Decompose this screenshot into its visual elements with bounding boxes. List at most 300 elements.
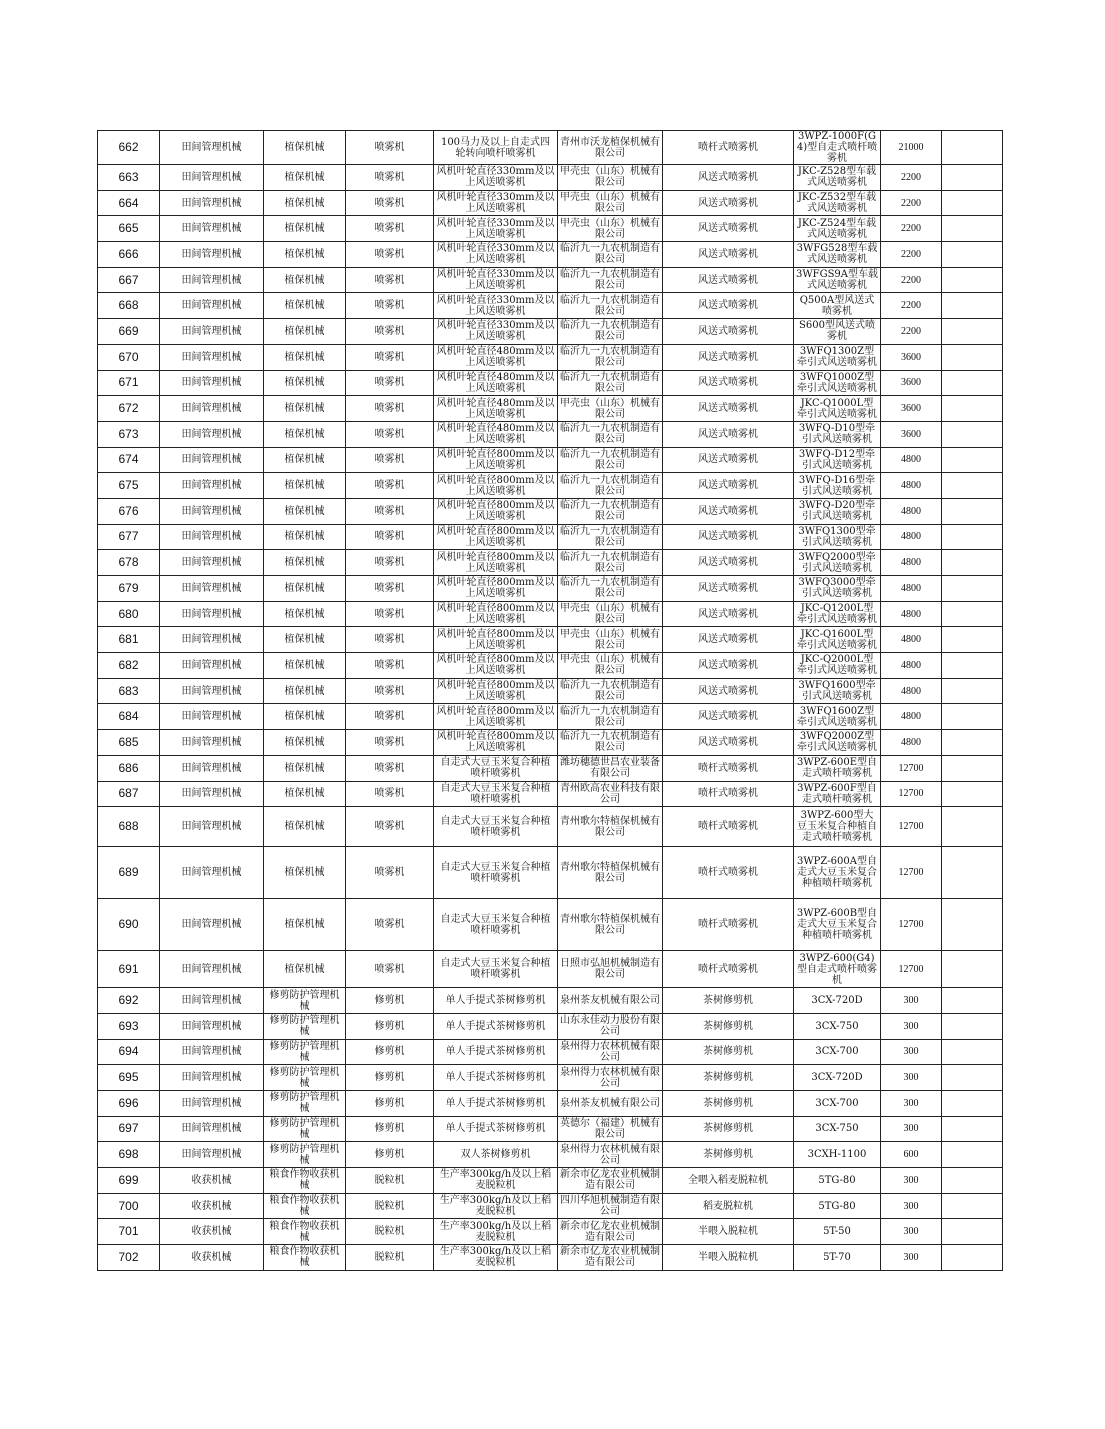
product-type-cell: 喷杆式喷雾机 (663, 807, 794, 847)
table-row (98, 267, 1003, 293)
subsidy-amount-cell: 4800 (881, 704, 942, 730)
category-cell: 田间管理机械 (160, 988, 264, 1014)
note-cell (942, 131, 1003, 165)
item-cell: 喷雾机 (346, 524, 434, 550)
table-row (98, 447, 1003, 473)
manufacturer-cell: 甲壳虫（山东）机械有限公司 (558, 190, 663, 216)
product-type-cell: 茶树修剪机 (663, 1013, 794, 1039)
product-type-cell: 风送式喷雾机 (663, 190, 794, 216)
subsidy-table (97, 130, 1003, 1271)
item-cell: 喷雾机 (346, 293, 434, 319)
spec-cell: 自走式大豆玉米复合种植喷杆喷雾机 (434, 807, 558, 847)
table-row (98, 1219, 1003, 1245)
item-cell: 喷雾机 (346, 165, 434, 191)
subcategory-cell: 植保机械 (264, 190, 346, 216)
table-row (98, 293, 1003, 319)
row-number-cell: 668 (98, 293, 160, 319)
note-cell (942, 1193, 1003, 1219)
table-row (98, 755, 1003, 781)
item-cell: 喷雾机 (346, 267, 434, 293)
category-cell: 田间管理机械 (160, 447, 264, 473)
row-number-cell: 683 (98, 678, 160, 704)
subcategory-cell: 植保机械 (264, 627, 346, 653)
category-cell: 田间管理机械 (160, 1013, 264, 1039)
model-cell: 3WFGS9A型车载式风送喷雾机 (794, 267, 881, 293)
subsidy-amount-cell: 300 (881, 988, 942, 1014)
manufacturer-cell: 潍坊穗德世昌农业装备有限公司 (558, 755, 663, 781)
table-row (98, 781, 1003, 807)
spec-cell: 风机叶轮直径330mm及以上风送喷雾机 (434, 242, 558, 268)
manufacturer-cell: 甲壳虫（山东）机械有限公司 (558, 165, 663, 191)
manufacturer-cell: 甲壳虫（山东）机械有限公司 (558, 601, 663, 627)
model-cell: 3WPZ-600E型自走式喷杆喷雾机 (794, 755, 881, 781)
item-cell: 喷雾机 (346, 951, 434, 988)
subsidy-amount-cell: 300 (881, 1039, 942, 1065)
category-cell: 田间管理机械 (160, 190, 264, 216)
item-cell: 喷雾机 (346, 730, 434, 756)
product-type-cell: 风送式喷雾机 (663, 370, 794, 396)
subcategory-cell: 植保机械 (264, 576, 346, 602)
spec-cell: 风机叶轮直径800mm及以上风送喷雾机 (434, 498, 558, 524)
row-number-cell: 699 (98, 1168, 160, 1194)
subsidy-amount-cell: 300 (881, 1090, 942, 1116)
product-type-cell: 喷杆式喷雾机 (663, 131, 794, 165)
subcategory-cell: 植保机械 (264, 730, 346, 756)
manufacturer-cell: 临沂九一九农机制造有限公司 (558, 319, 663, 345)
row-number-cell: 691 (98, 951, 160, 988)
subcategory-cell: 植保机械 (264, 370, 346, 396)
table-row (98, 396, 1003, 422)
subsidy-amount-cell: 4800 (881, 678, 942, 704)
category-cell: 田间管理机械 (160, 653, 264, 679)
spec-cell: 风机叶轮直径800mm及以上风送喷雾机 (434, 678, 558, 704)
table-row (98, 524, 1003, 550)
manufacturer-cell: 泉州得力农林机械有限公司 (558, 1065, 663, 1091)
row-number-cell: 670 (98, 344, 160, 370)
category-cell: 田间管理机械 (160, 293, 264, 319)
spec-cell: 风机叶轮直径330mm及以上风送喷雾机 (434, 293, 558, 319)
manufacturer-cell: 临沂九一九农机制造有限公司 (558, 473, 663, 499)
category-cell: 田间管理机械 (160, 576, 264, 602)
manufacturer-cell: 四川华旭机械制造有限公司 (558, 1193, 663, 1219)
model-cell: Q500A型风送式喷雾机 (794, 293, 881, 319)
row-number-cell: 690 (98, 899, 160, 951)
item-cell: 脱粒机 (346, 1219, 434, 1245)
manufacturer-cell: 新余市亿龙农业机械制造有限公司 (558, 1168, 663, 1194)
product-type-cell: 喷杆式喷雾机 (663, 951, 794, 988)
note-cell (942, 396, 1003, 422)
model-cell: 5TG-80 (794, 1193, 881, 1219)
manufacturer-cell: 临沂九一九农机制造有限公司 (558, 704, 663, 730)
table-row (98, 1245, 1003, 1271)
subsidy-amount-cell: 2200 (881, 165, 942, 191)
subcategory-cell: 修剪防护管理机械 (264, 988, 346, 1014)
subsidy-amount-cell: 2200 (881, 190, 942, 216)
table-row (98, 704, 1003, 730)
item-cell: 喷雾机 (346, 370, 434, 396)
category-cell: 田间管理机械 (160, 601, 264, 627)
table-row (98, 576, 1003, 602)
product-type-cell: 喷杆式喷雾机 (663, 847, 794, 899)
note-cell (942, 807, 1003, 847)
subsidy-amount-cell: 2200 (881, 319, 942, 345)
subcategory-cell: 植保机械 (264, 524, 346, 550)
spec-cell: 风机叶轮直径330mm及以上风送喷雾机 (434, 216, 558, 242)
note-cell (942, 678, 1003, 704)
model-cell: 3WFQ2000型牵引式风送喷雾机 (794, 550, 881, 576)
subsidy-amount-cell: 4800 (881, 498, 942, 524)
subsidy-amount-cell: 3600 (881, 421, 942, 447)
item-cell: 喷雾机 (346, 498, 434, 524)
item-cell: 修剪机 (346, 1039, 434, 1065)
manufacturer-cell: 甲壳虫（山东）机械有限公司 (558, 216, 663, 242)
table-row (98, 370, 1003, 396)
subcategory-cell: 植保机械 (264, 601, 346, 627)
model-cell: 3WFQ-D16型牵引式风送喷雾机 (794, 473, 881, 499)
row-number-cell: 662 (98, 131, 160, 165)
spec-cell: 100马力及以上自走式四轮转向喷杆喷雾机 (434, 131, 558, 165)
category-cell: 田间管理机械 (160, 1090, 264, 1116)
manufacturer-cell: 新余市亿龙农业机械制造有限公司 (558, 1245, 663, 1271)
spec-cell: 风机叶轮直径800mm及以上风送喷雾机 (434, 473, 558, 499)
model-cell: 5T-70 (794, 1245, 881, 1271)
subsidy-amount-cell: 2200 (881, 216, 942, 242)
item-cell: 喷雾机 (346, 131, 434, 165)
subsidy-amount-cell: 300 (881, 1219, 942, 1245)
category-cell: 田间管理机械 (160, 627, 264, 653)
row-number-cell: 681 (98, 627, 160, 653)
spec-cell: 风机叶轮直径800mm及以上风送喷雾机 (434, 653, 558, 679)
category-cell: 田间管理机械 (160, 131, 264, 165)
note-cell (942, 1039, 1003, 1065)
item-cell: 脱粒机 (346, 1168, 434, 1194)
category-cell: 收获机械 (160, 1168, 264, 1194)
manufacturer-cell: 青州市沃龙植保机械有限公司 (558, 131, 663, 165)
item-cell: 喷雾机 (346, 190, 434, 216)
note-cell (942, 1090, 1003, 1116)
product-type-cell: 风送式喷雾机 (663, 678, 794, 704)
note-cell (942, 755, 1003, 781)
manufacturer-cell: 临沂九一九农机制造有限公司 (558, 576, 663, 602)
item-cell: 喷雾机 (346, 216, 434, 242)
item-cell: 喷雾机 (346, 396, 434, 422)
row-number-cell: 679 (98, 576, 160, 602)
row-number-cell: 678 (98, 550, 160, 576)
note-cell (942, 190, 1003, 216)
item-cell: 喷雾机 (346, 576, 434, 602)
subcategory-cell: 植保机械 (264, 550, 346, 576)
note-cell (942, 370, 1003, 396)
spec-cell: 风机叶轮直径480mm及以上风送喷雾机 (434, 421, 558, 447)
category-cell: 田间管理机械 (160, 1039, 264, 1065)
row-number-cell: 696 (98, 1090, 160, 1116)
spec-cell: 风机叶轮直径800mm及以上风送喷雾机 (434, 447, 558, 473)
spec-cell: 单人手提式茶树修剪机 (434, 1090, 558, 1116)
spec-cell: 单人手提式茶树修剪机 (434, 1013, 558, 1039)
manufacturer-cell: 泉州茶友机械有限公司 (558, 1090, 663, 1116)
product-type-cell: 全喂入稻麦脱粒机 (663, 1168, 794, 1194)
item-cell: 修剪机 (346, 1142, 434, 1168)
item-cell: 喷雾机 (346, 653, 434, 679)
note-cell (942, 899, 1003, 951)
subsidy-amount-cell: 3600 (881, 344, 942, 370)
product-type-cell: 茶树修剪机 (663, 988, 794, 1014)
model-cell: 3WFQ-D10型牵引式风送喷雾机 (794, 421, 881, 447)
note-cell (942, 576, 1003, 602)
subcategory-cell: 植保机械 (264, 951, 346, 988)
note-cell (942, 730, 1003, 756)
spec-cell: 生产率300kg/h及以上稻麦脱粒机 (434, 1219, 558, 1245)
subsidy-amount-cell: 300 (881, 1013, 942, 1039)
product-type-cell: 风送式喷雾机 (663, 216, 794, 242)
model-cell: 3CX-750 (794, 1013, 881, 1039)
subsidy-amount-cell: 4800 (881, 473, 942, 499)
spec-cell: 风机叶轮直径480mm及以上风送喷雾机 (434, 344, 558, 370)
spec-cell: 双人茶树修剪机 (434, 1142, 558, 1168)
spec-cell: 风机叶轮直径800mm及以上风送喷雾机 (434, 627, 558, 653)
model-cell: 3CX-720D (794, 1065, 881, 1091)
model-cell: 3WFQ1000Z型牵引式风送喷雾机 (794, 370, 881, 396)
table-row (98, 730, 1003, 756)
note-cell (942, 704, 1003, 730)
subcategory-cell: 植保机械 (264, 421, 346, 447)
model-cell: 3WFQ1600Z型牵引式风送喷雾机 (794, 704, 881, 730)
item-cell: 喷雾机 (346, 550, 434, 576)
category-cell: 田间管理机械 (160, 267, 264, 293)
note-cell (942, 847, 1003, 899)
row-number-cell: 669 (98, 319, 160, 345)
subcategory-cell: 修剪防护管理机械 (264, 1142, 346, 1168)
spec-cell: 生产率300kg/h及以上稻麦脱粒机 (434, 1168, 558, 1194)
spec-cell: 自走式大豆玉米复合种植喷杆喷雾机 (434, 781, 558, 807)
model-cell: 3WFQ1300Z型牵引式风送喷雾机 (794, 344, 881, 370)
spec-cell: 风机叶轮直径330mm及以上风送喷雾机 (434, 267, 558, 293)
subsidy-amount-cell: 4800 (881, 550, 942, 576)
note-cell (942, 653, 1003, 679)
spec-cell: 风机叶轮直径480mm及以上风送喷雾机 (434, 370, 558, 396)
note-cell (942, 344, 1003, 370)
category-cell: 田间管理机械 (160, 730, 264, 756)
note-cell (942, 1142, 1003, 1168)
category-cell: 田间管理机械 (160, 704, 264, 730)
category-cell: 田间管理机械 (160, 1065, 264, 1091)
subsidy-amount-cell: 2200 (881, 267, 942, 293)
product-type-cell: 茶树修剪机 (663, 1142, 794, 1168)
model-cell: S600型风送式喷雾机 (794, 319, 881, 345)
manufacturer-cell: 山东永佳动力股份有限公司 (558, 1013, 663, 1039)
subsidy-amount-cell: 4800 (881, 601, 942, 627)
category-cell: 田间管理机械 (160, 421, 264, 447)
model-cell: 3WPZ-600(G4)型自走式喷杆喷雾机 (794, 951, 881, 988)
item-cell: 喷雾机 (346, 319, 434, 345)
table-row (98, 1142, 1003, 1168)
category-cell: 田间管理机械 (160, 951, 264, 988)
product-type-cell: 喷杆式喷雾机 (663, 781, 794, 807)
subsidy-amount-cell: 4800 (881, 447, 942, 473)
item-cell: 修剪机 (346, 1116, 434, 1142)
subcategory-cell: 植保机械 (264, 319, 346, 345)
subcategory-cell: 植保机械 (264, 755, 346, 781)
model-cell: 3WFQ1300型牵引式风送喷雾机 (794, 524, 881, 550)
category-cell: 田间管理机械 (160, 755, 264, 781)
item-cell: 喷雾机 (346, 847, 434, 899)
spec-cell: 自走式大豆玉米复合种植喷杆喷雾机 (434, 899, 558, 951)
category-cell: 田间管理机械 (160, 899, 264, 951)
note-cell (942, 601, 1003, 627)
model-cell: 5TG-80 (794, 1168, 881, 1194)
item-cell: 喷雾机 (346, 601, 434, 627)
manufacturer-cell: 临沂九一九农机制造有限公司 (558, 678, 663, 704)
model-cell: 3CXH-1100 (794, 1142, 881, 1168)
subsidy-amount-cell: 21000 (881, 131, 942, 165)
subcategory-cell: 植保机械 (264, 165, 346, 191)
note-cell (942, 1219, 1003, 1245)
note-cell (942, 524, 1003, 550)
note-cell (942, 1065, 1003, 1091)
subcategory-cell: 植保机械 (264, 267, 346, 293)
row-number-cell: 702 (98, 1245, 160, 1271)
table-row (98, 951, 1003, 988)
subcategory-cell: 植保机械 (264, 498, 346, 524)
model-cell: 5T-50 (794, 1219, 881, 1245)
table-row (98, 550, 1003, 576)
subsidy-amount-cell: 12700 (881, 781, 942, 807)
category-cell: 田间管理机械 (160, 165, 264, 191)
table-row (98, 653, 1003, 679)
table-row (98, 344, 1003, 370)
subcategory-cell: 粮食作物收获机械 (264, 1245, 346, 1271)
subcategory-cell: 植保机械 (264, 344, 346, 370)
product-type-cell: 茶树修剪机 (663, 1090, 794, 1116)
category-cell: 田间管理机械 (160, 807, 264, 847)
subsidy-amount-cell: 300 (881, 1168, 942, 1194)
model-cell: JKC-Z532型车载式风送喷雾机 (794, 190, 881, 216)
subcategory-cell: 植保机械 (264, 847, 346, 899)
spec-cell: 风机叶轮直径800mm及以上风送喷雾机 (434, 730, 558, 756)
category-cell: 田间管理机械 (160, 524, 264, 550)
product-type-cell: 风送式喷雾机 (663, 344, 794, 370)
note-cell (942, 242, 1003, 268)
subcategory-cell: 植保机械 (264, 678, 346, 704)
product-type-cell: 茶树修剪机 (663, 1065, 794, 1091)
note-cell (942, 988, 1003, 1014)
spec-cell: 风机叶轮直径800mm及以上风送喷雾机 (434, 601, 558, 627)
product-type-cell: 风送式喷雾机 (663, 730, 794, 756)
item-cell: 喷雾机 (346, 447, 434, 473)
subcategory-cell: 植保机械 (264, 781, 346, 807)
model-cell: 3WPZ-600A型自走式大豆玉米复合种植喷杆喷雾机 (794, 847, 881, 899)
spec-cell: 风机叶轮直径800mm及以上风送喷雾机 (434, 550, 558, 576)
note-cell (942, 498, 1003, 524)
subsidy-amount-cell: 12700 (881, 951, 942, 988)
item-cell: 喷雾机 (346, 344, 434, 370)
row-number-cell: 665 (98, 216, 160, 242)
row-number-cell: 663 (98, 165, 160, 191)
category-cell: 田间管理机械 (160, 550, 264, 576)
subcategory-cell: 植保机械 (264, 216, 346, 242)
row-number-cell: 688 (98, 807, 160, 847)
table-row (98, 847, 1003, 899)
model-cell: 3WPZ-600型大豆玉米复合种植自走式喷杆喷雾机 (794, 807, 881, 847)
note-cell (942, 1245, 1003, 1271)
spec-cell: 自走式大豆玉米复合种植喷杆喷雾机 (434, 847, 558, 899)
item-cell: 喷雾机 (346, 627, 434, 653)
model-cell: 3WFQ-D12型牵引式风送喷雾机 (794, 447, 881, 473)
product-type-cell: 茶树修剪机 (663, 1116, 794, 1142)
table-row (98, 1193, 1003, 1219)
category-cell: 田间管理机械 (160, 396, 264, 422)
note-cell (942, 216, 1003, 242)
spec-cell: 风机叶轮直径800mm及以上风送喷雾机 (434, 524, 558, 550)
row-number-cell: 694 (98, 1039, 160, 1065)
subsidy-amount-cell: 3600 (881, 396, 942, 422)
manufacturer-cell: 临沂九一九农机制造有限公司 (558, 344, 663, 370)
product-type-cell: 风送式喷雾机 (663, 267, 794, 293)
note-cell (942, 473, 1003, 499)
product-type-cell: 半喂入脱粒机 (663, 1245, 794, 1271)
model-cell: 3CX-720D (794, 988, 881, 1014)
note-cell (942, 550, 1003, 576)
note-cell (942, 319, 1003, 345)
product-type-cell: 喷杆式喷雾机 (663, 755, 794, 781)
product-type-cell: 稻麦脱粒机 (663, 1193, 794, 1219)
subsidy-amount-cell: 3600 (881, 370, 942, 396)
model-cell: 3WFQ-D20型牵引式风送喷雾机 (794, 498, 881, 524)
item-cell: 喷雾机 (346, 755, 434, 781)
row-number-cell: 680 (98, 601, 160, 627)
model-cell: 3WFQ2000Z型牵引式风送喷雾机 (794, 730, 881, 756)
note-cell (942, 267, 1003, 293)
product-type-cell: 风送式喷雾机 (663, 576, 794, 602)
subsidy-amount-cell: 4800 (881, 730, 942, 756)
item-cell: 修剪机 (346, 1013, 434, 1039)
subcategory-cell: 植保机械 (264, 899, 346, 951)
subsidy-amount-cell: 4800 (881, 576, 942, 602)
subsidy-amount-cell: 12700 (881, 899, 942, 951)
product-type-cell: 风送式喷雾机 (663, 447, 794, 473)
category-cell: 田间管理机械 (160, 1116, 264, 1142)
table-row (98, 1090, 1003, 1116)
model-cell: JKC-Q1600L型牵引式风送喷雾机 (794, 627, 881, 653)
category-cell: 田间管理机械 (160, 781, 264, 807)
row-number-cell: 676 (98, 498, 160, 524)
note-cell (942, 421, 1003, 447)
subcategory-cell: 修剪防护管理机械 (264, 1090, 346, 1116)
subcategory-cell: 植保机械 (264, 447, 346, 473)
subcategory-cell: 植保机械 (264, 293, 346, 319)
table-row (98, 1039, 1003, 1065)
subcategory-cell: 修剪防护管理机械 (264, 1065, 346, 1091)
row-number-cell: 697 (98, 1116, 160, 1142)
subcategory-cell: 植保机械 (264, 473, 346, 499)
spec-cell: 风机叶轮直径330mm及以上风送喷雾机 (434, 165, 558, 191)
item-cell: 脱粒机 (346, 1193, 434, 1219)
subsidy-amount-cell: 12700 (881, 847, 942, 899)
model-cell: JKC-Q2000L型牵引式风送喷雾机 (794, 653, 881, 679)
product-type-cell: 风送式喷雾机 (663, 601, 794, 627)
note-cell (942, 1116, 1003, 1142)
table-row (98, 1116, 1003, 1142)
table-row (98, 1168, 1003, 1194)
table-row (98, 1065, 1003, 1091)
table-row (98, 899, 1003, 951)
spec-cell: 风机叶轮直径330mm及以上风送喷雾机 (434, 319, 558, 345)
item-cell: 喷雾机 (346, 899, 434, 951)
row-number-cell: 666 (98, 242, 160, 268)
category-cell: 收获机械 (160, 1193, 264, 1219)
item-cell: 喷雾机 (346, 704, 434, 730)
manufacturer-cell: 临沂九一九农机制造有限公司 (558, 524, 663, 550)
